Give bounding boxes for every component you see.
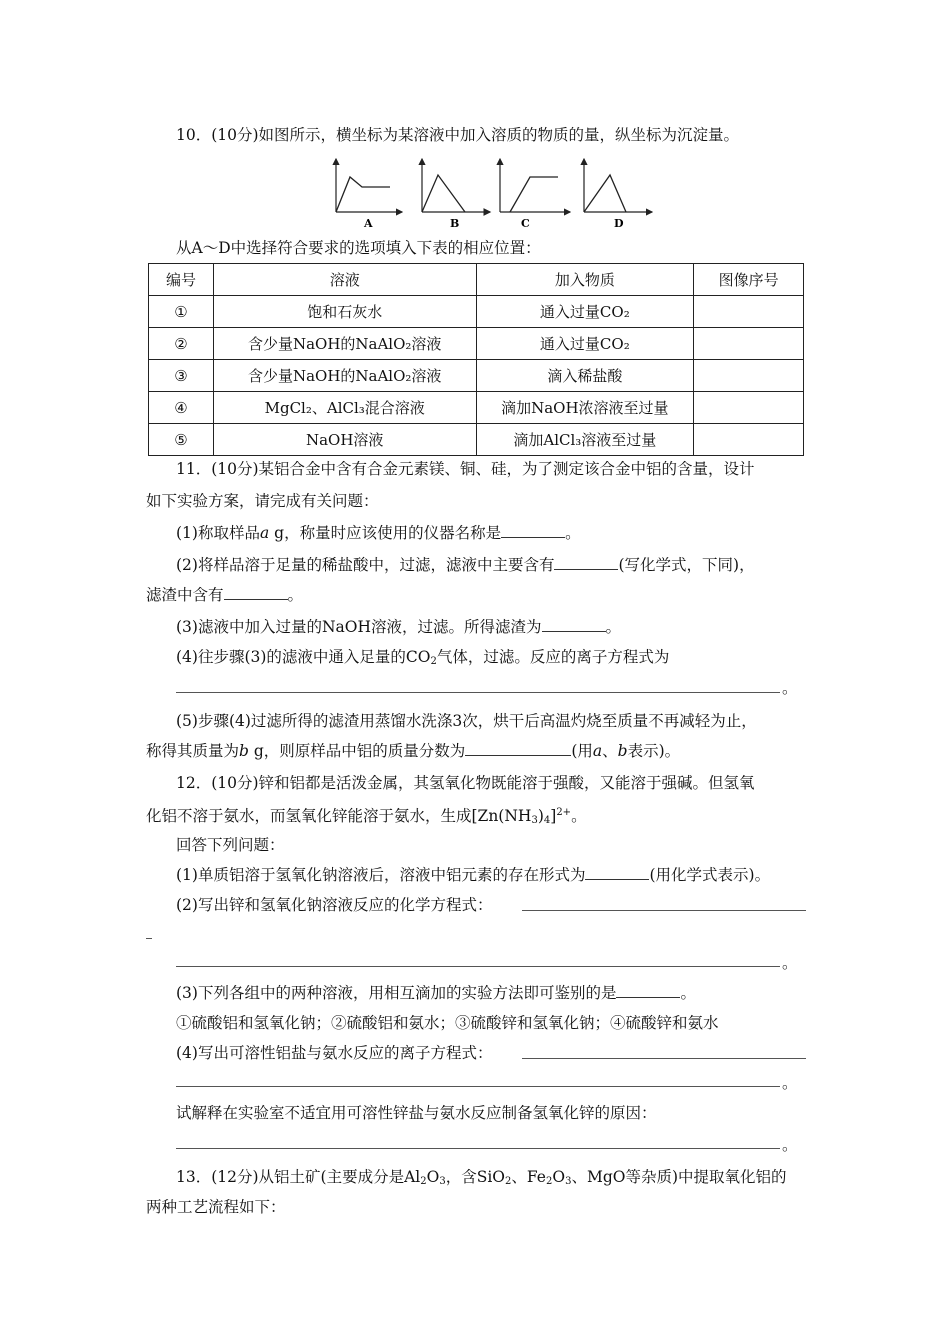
solution-cell: MgCl₂、AlCl₃混合溶液 bbox=[213, 392, 476, 424]
q12-explain: 试解释在实验室不适宜用可溶性锌盐与氨水反应制备氢氧化锌的原因： bbox=[176, 1104, 657, 1122]
header-cell: 编号 bbox=[149, 264, 214, 296]
q12-part2: (2)写出锌和氢氧化钠溶液反应的化学方程式： bbox=[176, 896, 493, 914]
table-header-row bbox=[149, 264, 804, 296]
q11-part5-cont: 称得其质量为b g，则原样品中铝的质量分数为 (用a、b表示)。 bbox=[146, 742, 681, 760]
q12-part3: (3)下列各组中的两种溶液，用相互滴加的实验方法即可鉴别的是 。 bbox=[176, 984, 696, 1002]
answer-cell[interactable] bbox=[694, 296, 804, 328]
solution-cell: NaOH溶液 bbox=[213, 424, 476, 456]
graph-c-label: C bbox=[521, 217, 530, 230]
row-number: ② bbox=[149, 328, 214, 360]
q10-intro: 10．(10分)如图所示，横坐标为某溶液中加入溶质的物质的量，纵坐标为沉淀量。 bbox=[176, 126, 740, 144]
answer-line[interactable] bbox=[176, 966, 780, 967]
header-cell: 溶液 bbox=[213, 264, 476, 296]
added-substance-cell: 滴加NaOH浓溶液至过量 bbox=[476, 392, 694, 424]
q13-line1: 13．(12分)从铝土矿(主要成分是$Al_2O_3$，含SiO$_2$、$Fe_2O_3$、MgO等杂质)中提取氧化铝的 bbox=[176, 1168, 787, 1187]
answer-line-stub bbox=[146, 938, 152, 939]
answer-cell[interactable] bbox=[694, 424, 804, 456]
added-substance-cell: 通入过量CO₂ bbox=[476, 328, 694, 360]
period: 。 bbox=[782, 1136, 798, 1154]
answer-blank[interactable] bbox=[465, 741, 571, 756]
graph-b-label: B bbox=[450, 217, 460, 230]
q12-line2: 化铝不溶于氨水，而氢氧化锌能溶于氨水，生成$[Zn(NH_3)_4]^{2+}$。 bbox=[146, 807, 587, 826]
q10-instruction: 从A～D中选择符合要求的选项填入下表的相应位置： bbox=[176, 239, 541, 257]
q11-part1: (1)称取样品a g，称量时应该使用的仪器名称是 。 bbox=[176, 524, 581, 542]
header-cell: 加入物质 bbox=[476, 264, 694, 296]
row-number: ③ bbox=[149, 360, 214, 392]
table-row bbox=[149, 328, 804, 360]
q11-line2: 如下实验方案，请完成有关问题： bbox=[146, 492, 379, 510]
graph-b bbox=[422, 159, 490, 230]
answer-blank[interactable] bbox=[224, 585, 288, 600]
table-row bbox=[149, 296, 804, 328]
answer-line[interactable] bbox=[176, 1086, 780, 1087]
q10-answer-table bbox=[148, 263, 804, 456]
row-number: ⑤ bbox=[149, 424, 214, 456]
answer-blank[interactable] bbox=[616, 983, 680, 998]
table-row bbox=[149, 392, 804, 424]
answer-line[interactable] bbox=[176, 1148, 780, 1149]
q12-line1: 12．(10分)锌和铝都是活泼金属，其氢氧化物既能溶于强酸，又能溶于强碱。但氢氧 bbox=[176, 774, 755, 792]
answer-line[interactable] bbox=[176, 692, 780, 693]
precipitation-graphs bbox=[330, 155, 658, 235]
answer-blank[interactable] bbox=[554, 555, 618, 570]
graph-a-label: A bbox=[364, 217, 373, 230]
q12-part4: (4)写出可溶性铝盐与氨水反应的离子方程式： bbox=[176, 1044, 493, 1062]
q11-part2: (2)将样品溶于足量的稀盐酸中，过滤，滤液中主要含有 (写化学式，下同)， bbox=[176, 556, 755, 574]
graph-d bbox=[584, 159, 652, 230]
solution-cell: 含少量NaOH的NaAlO₂溶液 bbox=[213, 328, 476, 360]
q11-part5: (5)步骤(4)过滤所得的滤渣用蒸馏水洗涤3次，烘干后高温灼烧至质量不再减轻为止， bbox=[176, 712, 757, 730]
answer-blank[interactable] bbox=[542, 617, 606, 632]
solution-cell: 含少量NaOH的NaAlO₂溶液 bbox=[213, 360, 476, 392]
answer-cell[interactable] bbox=[694, 360, 804, 392]
added-substance-cell: 通入过量CO₂ bbox=[476, 296, 694, 328]
added-substance-cell: 滴入稀盐酸 bbox=[476, 360, 694, 392]
period: 。 bbox=[782, 679, 798, 697]
q12-options: ①硫酸铝和氢氧化钠；②硫酸铝和氨水；③硫酸锌和氢氧化钠；④硫酸锌和氨水 bbox=[176, 1014, 719, 1032]
added-substance-cell: 滴加AlCl₃溶液至过量 bbox=[476, 424, 694, 456]
graph-c bbox=[500, 159, 570, 230]
q13-line2: 两种工艺流程如下： bbox=[146, 1198, 286, 1216]
q12-part1: (1)单质铝溶于氢氧化钠溶液后，溶液中铝元素的存在形式为 (用化学式表示)。 bbox=[176, 866, 771, 884]
answer-line[interactable] bbox=[522, 1058, 806, 1059]
header-cell: 图像序号 bbox=[694, 264, 804, 296]
answer-cell[interactable] bbox=[694, 328, 804, 360]
period: 。 bbox=[782, 954, 798, 972]
solution-cell: 饱和石灰水 bbox=[213, 296, 476, 328]
q11-part3: (3)滤液中加入过量的NaOH溶液，过滤。所得滤渣为 。 bbox=[176, 618, 622, 636]
q12-prompt: 回答下列问题： bbox=[176, 836, 285, 854]
q11-part2-cont: 滤渣中含有 。 bbox=[146, 586, 304, 604]
answer-blank[interactable] bbox=[501, 523, 565, 538]
row-number: ① bbox=[149, 296, 214, 328]
q11-part4: (4)往步骤(3)的滤液中通入足量的$CO_2$气体，过滤。反应的离子方程式为 bbox=[176, 648, 670, 667]
graph-a bbox=[336, 159, 402, 230]
period: 。 bbox=[782, 1074, 798, 1092]
answer-line[interactable] bbox=[522, 910, 806, 911]
answer-blank[interactable] bbox=[585, 865, 649, 880]
graph-d-label: D bbox=[614, 217, 624, 230]
table-row bbox=[149, 424, 804, 456]
table-row bbox=[149, 360, 804, 392]
q11-line1: 11．(10分)某铝合金中含有合金元素镁、铜、硅，为了测定该合金中铝的含量，设计 bbox=[176, 460, 755, 478]
answer-cell[interactable] bbox=[694, 392, 804, 424]
row-number: ④ bbox=[149, 392, 214, 424]
